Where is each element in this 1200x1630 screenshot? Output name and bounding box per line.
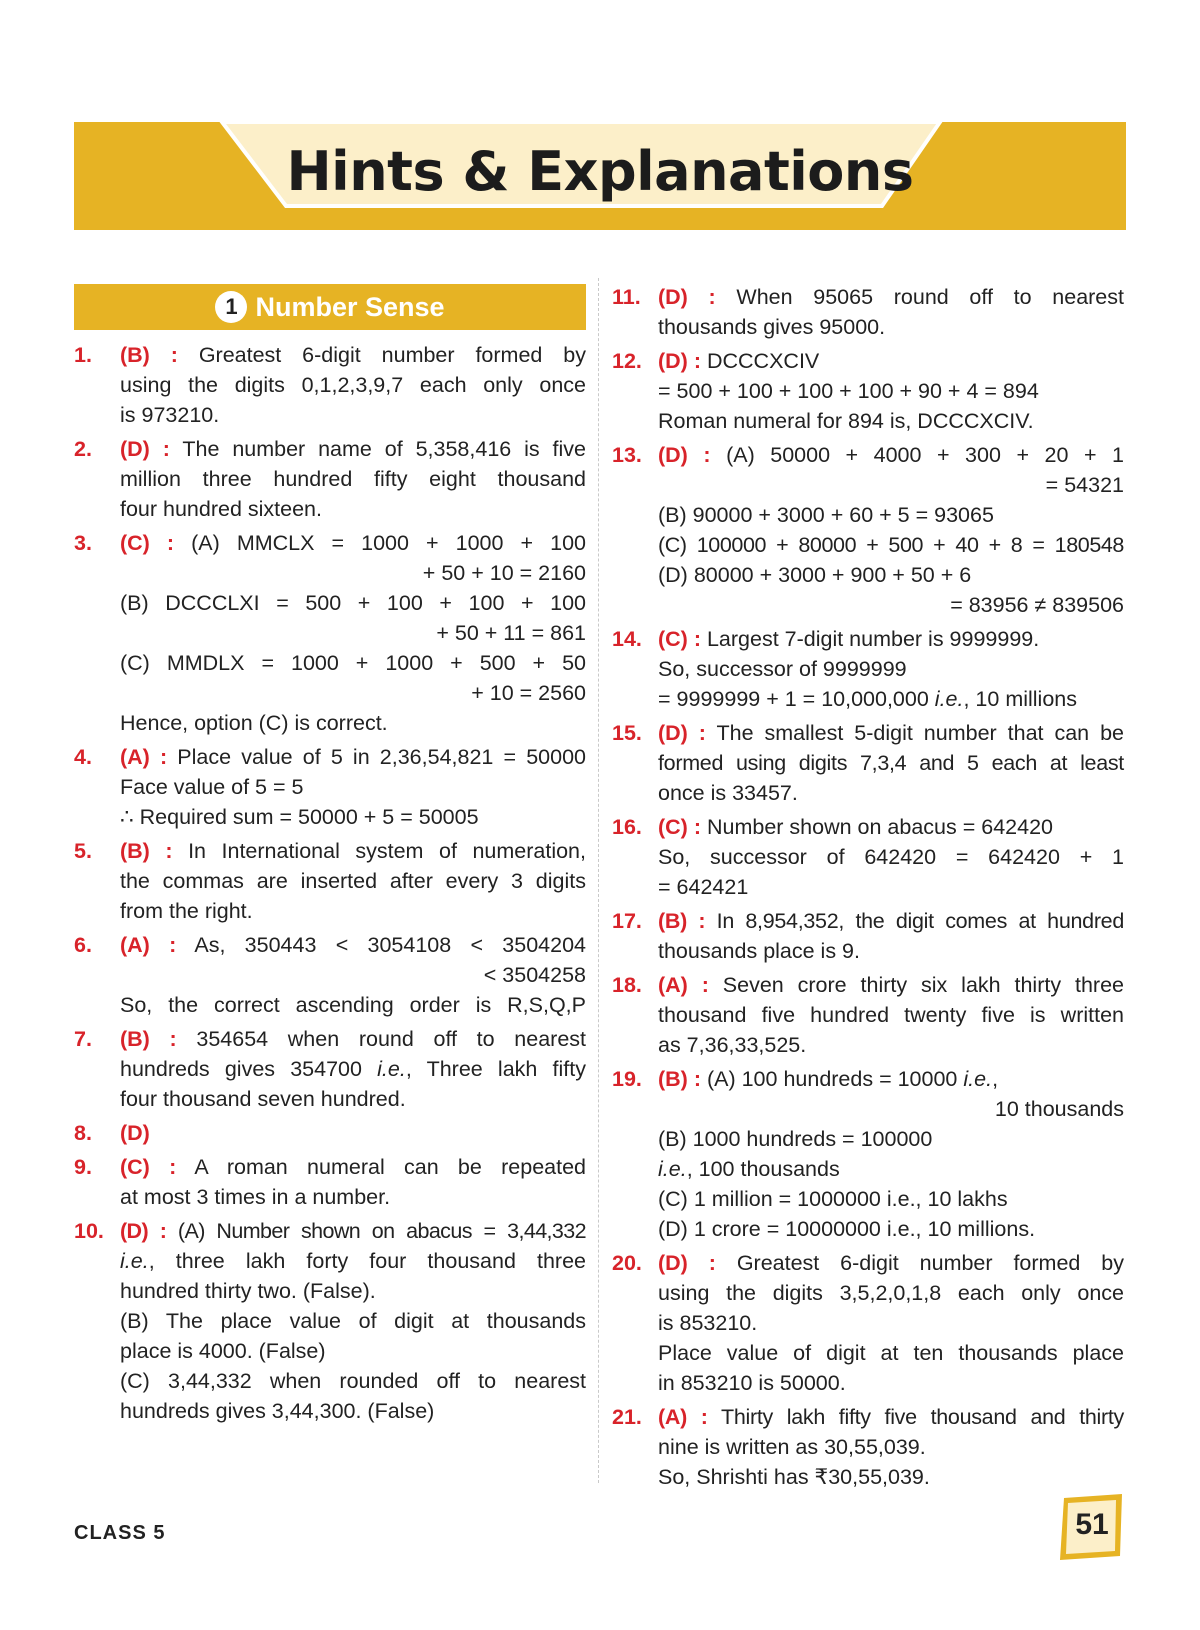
answer-key: (B) :: [658, 1067, 701, 1091]
text-line: = 642421: [658, 875, 749, 899]
question-body: [658, 624, 1124, 714]
question-number: 21.: [612, 1405, 642, 1429]
text-line: in 853210 is 50000.: [658, 1371, 846, 1395]
text-line: (A) MMCLX = 1000 + 1000 + 100: [191, 531, 586, 555]
page-number: 51: [1075, 1508, 1109, 1541]
text-line: + 50 + 10 = 2160: [422, 561, 586, 585]
question-body: [120, 1024, 586, 1114]
text-line: + 50 + 11 = 861: [436, 621, 586, 645]
text-line: ∴ Required sum = 50000 + 5 = 50005: [120, 805, 479, 829]
italic-abbrev: i.e.: [934, 687, 964, 711]
question-body: [658, 282, 1124, 342]
italic-abbrev: i.e.: [120, 1249, 149, 1273]
question-body: [120, 1118, 586, 1148]
text-line: Largest 7-digit number is 9999999.: [706, 627, 1040, 651]
text-line: (C) 3,44,332 when rounded off to nearest: [120, 1369, 586, 1393]
text-line: place is 4000. (False): [120, 1339, 326, 1363]
question-body: [658, 906, 1124, 966]
text-line: formed using digits 7,3,4 and 5 each at least: [658, 751, 1124, 775]
answer-key: (A) :: [658, 973, 709, 997]
question-number: 20.: [612, 1251, 642, 1275]
text-line: , 100 thousands: [686, 1157, 840, 1181]
text-line: Place value of 5 in 2,36,54,821 = 50000: [177, 745, 586, 769]
text-line: So, successor of 642420 = 642420 + 1: [658, 845, 1124, 869]
text-line: Greatest 6-digit number formed by: [736, 1251, 1124, 1275]
text-line: , Three lakh fifty: [405, 1057, 586, 1081]
answer-key: (D): [120, 1121, 150, 1145]
question-number: 4.: [74, 745, 92, 769]
text-line: Face value of 5 = 5: [120, 775, 304, 799]
question-3: [74, 528, 586, 738]
question-13: [612, 440, 1124, 620]
question-10: [74, 1216, 586, 1426]
answer-key: (B) :: [120, 1027, 177, 1051]
question-16: [612, 812, 1124, 902]
text-line: using the digits 3,5,2,0,1,8 each only once: [658, 1281, 1124, 1305]
text-line: (B) The place value of digit at thousands: [120, 1309, 586, 1333]
text-line: hundreds gives 354700: [120, 1057, 362, 1081]
text-line: 10 thousands: [994, 1097, 1124, 1121]
answer-key: (D) :: [658, 443, 711, 467]
text-line: < 3504258: [483, 963, 586, 987]
text-line: is 973210.: [120, 403, 220, 427]
question-body: [658, 970, 1124, 1060]
question-7: [74, 1024, 586, 1114]
question-8: [74, 1118, 586, 1148]
question-number: 9.: [74, 1155, 92, 1179]
text-line: Hence, option (C) is correct.: [120, 711, 388, 735]
answer-key: (C) :: [120, 1155, 177, 1179]
question-body: [658, 812, 1124, 902]
question-20: [612, 1248, 1124, 1398]
answer-key: (A) :: [120, 933, 177, 957]
text-line: (C) 1 million = 1000000 i.e., 10 lakhs: [658, 1187, 1008, 1211]
text-line: Greatest 6-digit number formed by: [198, 343, 586, 367]
question-6: [74, 930, 586, 1020]
question-body: [120, 1152, 586, 1212]
right-column: [612, 282, 1124, 1496]
italic-abbrev: i.e.: [377, 1057, 406, 1081]
text-line: = 83956 ≠ 839506: [950, 593, 1124, 617]
question-number: 2.: [74, 437, 92, 461]
answer-key: (D) :: [120, 437, 170, 461]
text-line: at most 3 times in a number.: [120, 1185, 391, 1209]
text-line: (A) 50000 + 4000 + 300 + 20 + 1: [726, 443, 1124, 467]
answer-key: (B) :: [120, 839, 173, 863]
text-line: (C) MMDLX = 1000 + 1000 + 500 + 50: [120, 651, 586, 675]
text-line: In International system of numeration,: [188, 839, 586, 863]
column-divider: [598, 278, 599, 1483]
text-line: (A) Number shown on abacus = 3,44,332: [177, 1219, 586, 1243]
text-line: four hundred sixteen.: [120, 497, 322, 521]
question-body: [120, 742, 586, 832]
section-header: [74, 284, 586, 330]
text-line: (D) 80000 + 3000 + 900 + 50 + 6: [658, 563, 972, 587]
answer-key: (B) :: [658, 909, 706, 933]
text-line: from the right.: [120, 899, 253, 923]
text-line: = 500 + 100 + 100 + 100 + 90 + 4 = 894: [658, 379, 1039, 403]
answer-key: (A) :: [658, 1405, 708, 1429]
question-number: 5.: [74, 839, 92, 863]
question-number: 19.: [612, 1067, 642, 1091]
text-line: (B) 90000 + 3000 + 60 + 5 = 93065: [658, 503, 994, 527]
text-line: hundred thirty two. (False).: [120, 1279, 376, 1303]
text-line: A roman numeral can be repeated: [194, 1155, 587, 1179]
question-5: [74, 836, 586, 926]
question-number: 16.: [612, 815, 642, 839]
question-body: [120, 930, 586, 1020]
question-body: [658, 1248, 1124, 1398]
text-line: is 853210.: [658, 1311, 758, 1335]
left-column: [74, 282, 586, 1430]
question-21: [612, 1402, 1124, 1492]
question-19: [612, 1064, 1124, 1244]
question-1: [74, 340, 586, 430]
text-line: Thirty lakh fifty five thousand and thirty: [721, 1405, 1124, 1429]
section-title: Number Sense: [255, 292, 445, 322]
italic-abbrev: i.e.: [963, 1067, 993, 1091]
text-line: = 9999999 + 1 = 10,000,000: [658, 687, 929, 711]
question-17: [612, 906, 1124, 966]
text-line: (A) 100 hundreds = 10000: [706, 1067, 958, 1091]
question-number: 1.: [74, 343, 92, 367]
question-12: [612, 346, 1124, 436]
text-line: The number name of 5,358,416 is five: [182, 437, 586, 461]
text-line: once is 33457.: [658, 781, 798, 805]
text-line: So, the correct ascending order is R,S,Q,P: [120, 993, 586, 1017]
page-title: Hints & Explanations: [286, 140, 914, 203]
text-line: (B) 1000 hundreds = 100000: [658, 1127, 933, 1151]
text-line: 354654 when round off to nearest: [196, 1027, 586, 1051]
question-number: 18.: [612, 973, 642, 997]
text-line: thousands place is 9.: [658, 939, 860, 963]
question-body: [120, 1216, 586, 1426]
text-line: four thousand seven hundred.: [120, 1087, 406, 1111]
answer-key: (C) :: [658, 815, 701, 839]
question-number: 6.: [74, 933, 92, 957]
text-line: The smallest 5-digit number that can be: [716, 721, 1124, 745]
question-body: [120, 836, 586, 926]
text-line: + 10 = 2560: [471, 681, 586, 705]
text-line: as 7,36,33,525.: [658, 1033, 807, 1057]
question-15: [612, 718, 1124, 808]
text-line: the commas are inserted after every 3 digits: [120, 869, 586, 893]
question-body: [658, 440, 1124, 620]
text-line: Roman numeral for 894 is, DCCCXCIV.: [658, 409, 1034, 433]
question-body: [120, 528, 586, 738]
page-number-badge: [1058, 1494, 1126, 1560]
text-line: (B) DCCCLXI = 500 + 100 + 100 + 100: [120, 591, 586, 615]
text-line: So, Shrishti has ₹30,55,039.: [658, 1465, 930, 1489]
text-line: million three hundred fifty eight thousand: [120, 467, 586, 491]
text-line: In 8,954,352, the digit comes at hundred: [716, 909, 1124, 933]
italic-abbrev: i.e.: [658, 1157, 687, 1181]
question-9: [74, 1152, 586, 1212]
text-line: So, successor of 9999999: [658, 657, 907, 681]
question-body: [658, 1402, 1124, 1492]
text-line: , 10 millions: [963, 687, 1077, 711]
question-2: [74, 434, 586, 524]
question-11: [612, 282, 1124, 342]
section-number: 1: [215, 291, 247, 323]
question-number: 13.: [612, 443, 642, 467]
question-number: 7.: [74, 1027, 92, 1051]
question-4: [74, 742, 586, 832]
question-number: 14.: [612, 627, 642, 651]
question-number: 8.: [74, 1121, 92, 1145]
text-line: using the digits 0,1,2,3,9,7 each only once: [120, 373, 586, 397]
question-number: 3.: [74, 531, 92, 555]
text-line: hundreds gives 3,44,300. (False): [120, 1399, 435, 1423]
text-line: (C) 100000 + 80000 + 500 + 40 + 8 = 180548: [658, 533, 1124, 557]
header-banner: [74, 122, 1126, 230]
answer-key: (D) :: [658, 1251, 716, 1275]
text-line: Number shown on abacus = 642420: [706, 815, 1053, 839]
question-14: [612, 624, 1124, 714]
class-label: CLASS 5: [74, 1522, 166, 1544]
question-number: 15.: [612, 721, 642, 745]
text-line: thousand five hundred twenty five is written: [658, 1003, 1124, 1027]
answer-key: (A) :: [120, 745, 168, 769]
question-number: 10.: [74, 1219, 104, 1243]
text-line: ,: [992, 1067, 999, 1091]
answer-key: (B) :: [120, 343, 178, 367]
question-body: [120, 340, 586, 430]
question-number: 12.: [612, 349, 642, 373]
question-body: [120, 434, 586, 524]
question-18: [612, 970, 1124, 1060]
text-line: thousands gives 95000.: [658, 315, 886, 339]
answer-key: (C) :: [120, 531, 175, 555]
text-line: Place value of digit at ten thousands place: [658, 1341, 1124, 1365]
text-line: = 54321: [1045, 473, 1124, 497]
text-line: When 95065 round off to nearest: [736, 285, 1124, 309]
answer-key: (D) :: [658, 349, 701, 373]
question-body: [658, 718, 1124, 808]
answer-key: (D) :: [658, 285, 716, 309]
answer-key: (C) :: [658, 627, 701, 651]
text-line: (D) 1 crore = 10000000 i.e., 10 millions.: [658, 1217, 1036, 1241]
question-body: [658, 346, 1124, 436]
answer-key: (D) :: [120, 1219, 167, 1243]
text-line: As, 350443 < 3054108 < 3504204: [194, 933, 586, 957]
text-line: DCCCXCIV: [706, 349, 820, 373]
answer-key: (D) :: [658, 721, 706, 745]
text-line: nine is written as 30,55,039.: [658, 1435, 926, 1459]
question-body: [658, 1064, 1124, 1244]
question-number: 17.: [612, 909, 642, 933]
text-line: Seven crore thirty six lakh thirty three: [722, 973, 1124, 997]
text-line: , three lakh forty four thousand three: [148, 1249, 586, 1273]
question-number: 11.: [612, 285, 641, 309]
